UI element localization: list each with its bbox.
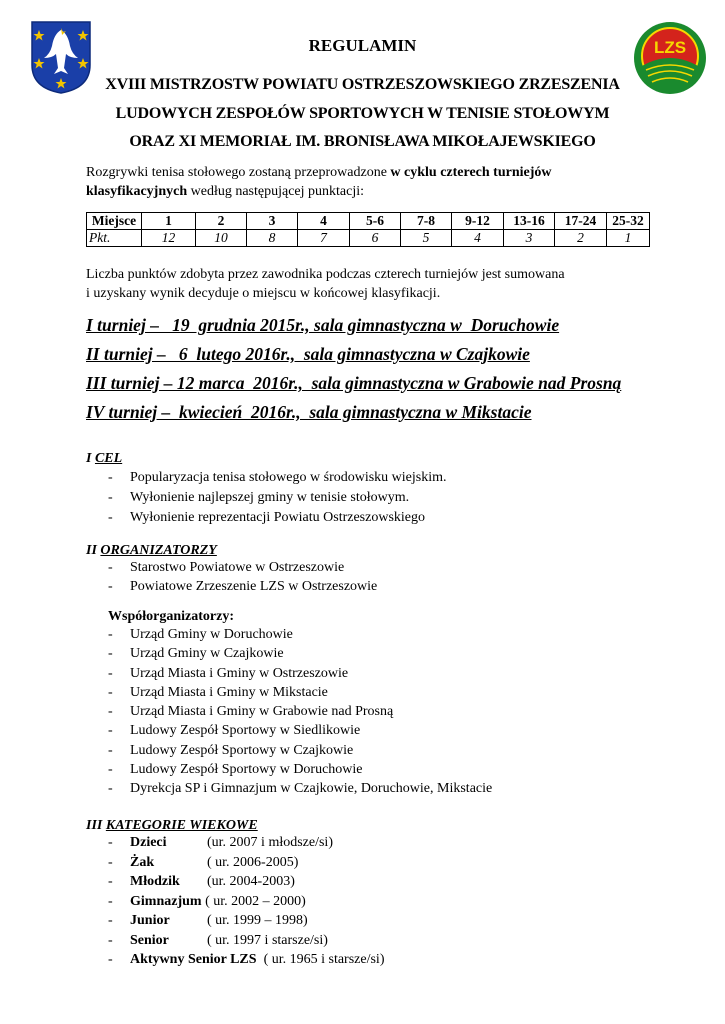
intro-text: Rozgrywki tenisa stołowego zostaną przeprowadzone <box>86 165 391 180</box>
list-item: - Urząd Miasta i Gminy w Ostrzeszowie <box>108 664 492 683</box>
table-header-cell: 1 <box>142 213 196 230</box>
category-name: Aktywny Senior LZS <box>130 952 257 967</box>
points-table-header <box>87 213 650 230</box>
section-cel-heading <box>86 451 122 467</box>
list-item: - Dyrekcja SP i Gimnazjum w Czajkowie, Doruchowie, Mikstacie <box>108 779 492 798</box>
tournament-1: I turniej – 19 grudnia 2015r., sala gimnastyczna w Doruchowie <box>86 315 560 335</box>
organizatorzy-list <box>108 558 377 596</box>
table-header-cell: 2 <box>196 213 247 230</box>
category-name: Gimnazjum <box>130 893 202 909</box>
table-header-cell: 3 <box>247 213 298 230</box>
list-item <box>108 853 384 873</box>
table-cell: 3 <box>504 230 555 247</box>
table-header-cell: 25-32 <box>607 213 650 230</box>
category-range: ( ur. 1997 i starsze/si) <box>207 932 328 948</box>
list-item: - Wyłonienie najlepszej gminy w tenisie stołowym. <box>108 488 447 508</box>
cel-list <box>108 468 447 528</box>
table-cell: 2 <box>555 230 607 247</box>
list-item: - Powiatowe Zrzeszenie LZS w Ostrzeszowie <box>108 577 377 596</box>
list-item <box>108 931 384 951</box>
subtitle-line-3: ORAZ XI MEMORIAŁ IM. BRONISŁAWA MIKOŁAJEWSKIEGO <box>129 133 596 150</box>
table-header-cell: 7-8 <box>401 213 452 230</box>
category-range: (ur. 2004-2003) <box>207 874 295 889</box>
category-name: Żak <box>130 854 155 870</box>
category-range: ( ur. 2002 – 2000) <box>205 893 306 909</box>
table-header-cell: 17-24 <box>555 213 607 230</box>
list-item: - Starostwo Powiatowe w Ostrzeszowie <box>108 558 377 577</box>
list-item <box>108 833 384 853</box>
table-header-cell: Miejsce <box>87 213 142 230</box>
section-title: KATEGORIE WIEKOWE <box>105 818 258 833</box>
list-item <box>108 950 384 970</box>
list-item: - Urząd Miasta i Gminy w Grabowie nad Prosną <box>108 702 492 721</box>
table-header-cell: 13-16 <box>504 213 555 230</box>
category-name: Dzieci <box>130 835 167 850</box>
tournament-3: III turniej – 12 marca 2016r., sala gimnastyczna w Grabowie nad Prosną <box>86 373 622 393</box>
section-numeral: III <box>86 818 106 833</box>
section-title: ORGANIZATORZY <box>100 543 217 558</box>
tournament-2: II turniej – 6 lutego 2016r., sala gimnastyczna w Czajkowie <box>86 344 530 364</box>
list-item: - Ludowy Zespół Sportowy w Czajkowie <box>108 741 492 760</box>
document-title: REGULAMIN <box>308 36 417 55</box>
section-numeral: I <box>86 451 95 466</box>
list-item: - Ludowy Zespół Sportowy w Doruchowie <box>108 760 492 779</box>
table-header-cell: 5-6 <box>350 213 401 230</box>
category-range: ( ur. 1999 – 1998) <box>207 913 308 928</box>
section-title: CEL <box>94 451 123 466</box>
table-cell: 12 <box>142 230 196 247</box>
table-cell: 4 <box>452 230 504 247</box>
section-organizatorzy-heading <box>86 543 217 559</box>
summary-paragraph <box>86 265 646 303</box>
list-item: - Wyłonienie reprezentacji Powiatu Ostrzeszowskiego <box>108 508 447 528</box>
category-name: Junior <box>130 913 170 928</box>
section-numeral: II <box>86 543 101 558</box>
categories-list <box>108 833 384 970</box>
table-cell: 1 <box>607 230 650 247</box>
list-item: - Popularyzacja tenisa stołowego w środowisku wiejskim. <box>108 468 447 488</box>
intro-paragraph <box>86 163 646 201</box>
list-item <box>108 911 384 931</box>
subtitle-line-2: LUDOWYCH ZESPOŁÓW SPORTOWYCH W TENISIE STOŁOWYM <box>115 105 610 122</box>
category-name: Senior <box>130 932 169 948</box>
intro-bold: w cyklu czterech turniejów klasyfikacyjnych <box>86 165 552 199</box>
intro-text-end: według następującej punktacji: <box>187 184 365 199</box>
table-row <box>87 230 650 247</box>
table-cell: 8 <box>247 230 298 247</box>
subtitle-line-1: XVIII MISTRZOSTW POWIATU OSTRZESZOWSKIEGO ZRZESZENIA <box>105 76 620 93</box>
list-item: - Urząd Miasta i Gminy w Mikstacie <box>108 683 492 702</box>
summary-line: Liczba punktów zdobyta przez zawodnika podczas czterech turniejów jest sumowana <box>86 267 565 282</box>
category-range: (ur. 2007 i młodsze/si) <box>207 835 333 850</box>
list-item: - Urząd Gminy w Doruchowie <box>108 625 492 644</box>
lzs-logo-text: LZS <box>653 38 687 57</box>
summary-line: i uzyskany wynik decyduje o miejscu w końcowej klasyfikacji. <box>86 286 441 301</box>
table-header-cell: 4 <box>298 213 350 230</box>
co-organizers-heading: Współorganizatorzy: <box>108 609 234 624</box>
table-cell: 5 <box>401 230 452 247</box>
category-range: ( ur. 1965 i starsze/si) <box>263 952 385 967</box>
section-kategorie-heading <box>86 818 258 834</box>
list-item: - Urząd Gminy w Czajkowie <box>108 644 492 663</box>
list-item: - Ludowy Zespół Sportowy w Siedlikowie <box>108 721 492 740</box>
list-item <box>108 892 384 912</box>
category-name: Młodzik <box>130 874 180 889</box>
table-header-cell: 9-12 <box>452 213 504 230</box>
co-organizers-list <box>108 625 492 799</box>
category-range: ( ur. 2006-2005) <box>207 854 299 870</box>
tournament-4: IV turniej – kwiecień 2016r., sala gimnastyczna w Mikstacie <box>86 402 532 422</box>
table-cell: 6 <box>350 230 401 247</box>
table-cell: Pkt. <box>87 230 142 247</box>
table-cell: 10 <box>196 230 247 247</box>
table-cell: 7 <box>298 230 350 247</box>
list-item <box>108 872 384 892</box>
points-table <box>86 212 650 247</box>
